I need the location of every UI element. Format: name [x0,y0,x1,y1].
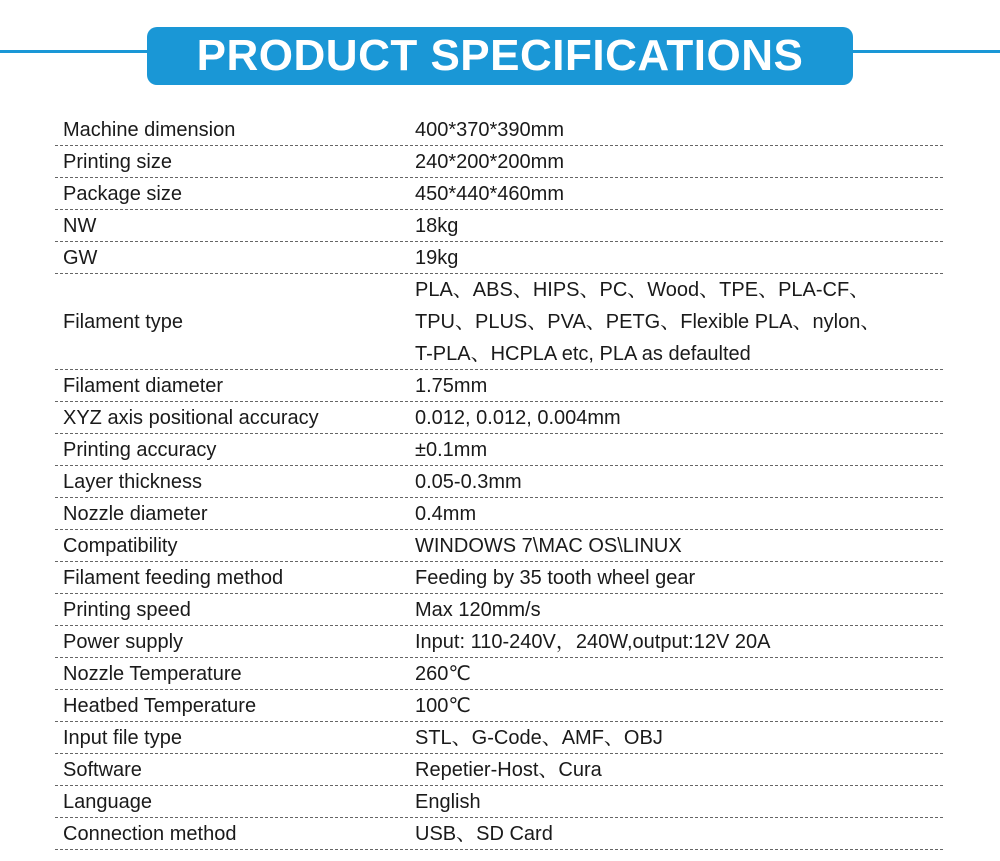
spec-row-filament-diameter [55,370,943,402]
spec-row-software [55,754,943,786]
spec-row-gw [55,242,943,274]
spec-row-machine-dimension [55,114,943,146]
spec-label: Nozzle diameter [63,502,208,525]
spec-value: English [415,790,481,813]
spec-value: STL、G-Code、AMF、OBJ [415,726,663,749]
spec-label: Power supply [63,630,184,653]
spec-label: Heatbed Temperature [63,694,257,717]
spec-label: Layer thickness [63,470,202,493]
spec-value: 0.012, 0.012, 0.004mm [415,406,621,429]
spec-row-compatibility [55,530,943,562]
spec-label: Printing size [63,150,172,173]
spec-value: 240*200*200mm [415,150,564,173]
spec-value: 450*440*460mm [415,182,564,205]
spec-label: XYZ axis positional accuracy [63,406,319,429]
spec-label: Connection method [63,822,237,845]
spec-label: NW [63,214,97,237]
spec-row-input-file-type [55,722,943,754]
spec-value: Input: 110-240V，240W,output:12V 20A [415,630,771,653]
spec-value-line: PLA、ABS、HIPS、PC、Wood、TPE、PLA-CF、 [415,278,870,301]
spec-row-printing-size [55,146,943,178]
spec-label: Language [63,790,152,813]
header-rule-left [0,50,152,53]
title-banner [147,27,853,85]
spec-value: Repetier-Host、Cura [415,758,602,781]
spec-row-printing-speed [55,594,943,626]
spec-value-multiline [415,274,943,370]
spec-label: Input file type [63,726,182,749]
spec-label: Filament diameter [63,374,224,397]
spec-row-feeding-method [55,562,943,594]
spec-value: 18kg [415,214,459,237]
header-rule-right [852,50,1000,53]
spec-row-power-supply [55,626,943,658]
spec-row-nw [55,210,943,242]
spec-label: Machine dimension [63,118,236,141]
spec-label: Package size [63,182,182,205]
spec-value: 260℃ [415,662,471,685]
spec-row-heatbed-temperature [55,690,943,722]
spec-row-language [55,786,943,818]
spec-label: Filament feeding method [63,566,284,589]
spec-value: 400*370*390mm [415,118,564,141]
spec-label: Printing accuracy [63,438,217,461]
spec-row-printing-accuracy [55,434,943,466]
spec-label: Printing speed [63,598,191,621]
spec-row-package-size [55,178,943,210]
header [0,0,1000,110]
spec-row-layer-thickness [55,466,943,498]
spec-label: Filament type [63,310,184,333]
spec-row-xyz-accuracy [55,402,943,434]
spec-value: 100℃ [415,694,471,717]
spec-value-line: TPU、PLUS、PVA、PETG、Flexible PLA、nylon、 [415,310,881,333]
spec-row-filament-type [55,274,943,370]
spec-value: ±0.1mm [415,438,488,461]
spec-table [55,114,943,850]
spec-value: 19kg [415,246,459,269]
spec-label: Nozzle Temperature [63,662,242,685]
spec-value: Feeding by 35 tooth wheel gear [415,566,696,589]
spec-value: USB、SD Card [415,822,553,845]
spec-value: Max 120mm/s [415,598,541,621]
page-title: PRODUCT SPECIFICATIONS [196,31,804,80]
spec-value: 0.05-0.3mm [415,470,522,493]
spec-row-nozzle-diameter [55,498,943,530]
spec-value-line: T-PLA、HCPLA etc, PLA as defaulted [415,342,751,365]
spec-label: Software [63,758,142,781]
spec-row-connection-method [55,818,943,850]
spec-label: Compatibility [63,534,178,557]
spec-row-nozzle-temperature [55,658,943,690]
spec-label: GW [63,246,98,269]
spec-value: WINDOWS 7\MAC OS\LINUX [415,534,682,557]
spec-value: 1.75mm [415,374,488,397]
spec-value: 0.4mm [415,502,477,525]
